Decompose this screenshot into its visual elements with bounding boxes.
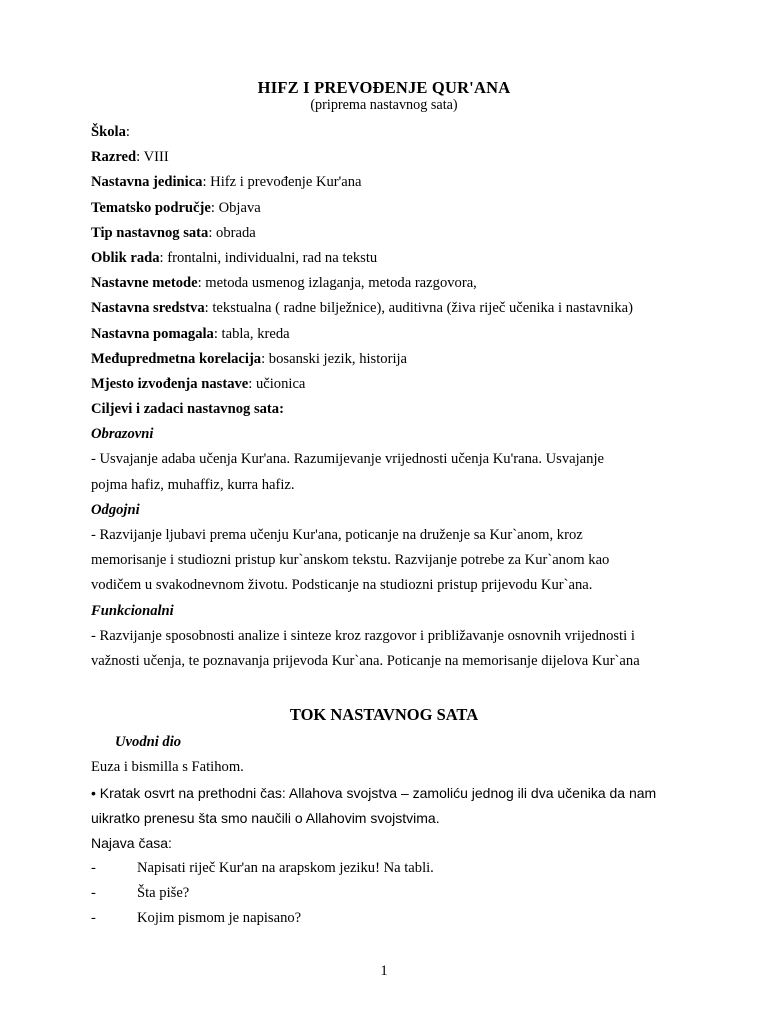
- field-value: : Objava: [210, 199, 261, 216]
- step-item: [91, 856, 691, 881]
- field-value: : tekstualna ( radne bilježnice), auditivna (živa riječ učenika i nastavnika): [204, 300, 633, 317]
- field-value: : tabla, kreda: [213, 325, 290, 342]
- field-label: Nastavna sredstva: [91, 300, 205, 317]
- intro-label: Uvodni dio: [115, 734, 182, 751]
- goal-odgojni-label: Odgojni: [91, 501, 140, 518]
- field-nastavna-sredstva: [91, 296, 691, 321]
- field-nastavna-pomagala: [91, 322, 691, 347]
- goal-obrazovni-label: Obrazovni: [91, 426, 154, 443]
- field-tip-nastavnog-sata: [91, 221, 691, 246]
- flow-bullet-line: • Kratak osvrt na prethodni čas: Allahova svojstva – zamoliću jednog ili dva učenika da nam: [91, 784, 657, 801]
- flow-bullet-line: uikratko prenesu šta smo naučili o Allahovim svojstvima.: [91, 809, 440, 826]
- step-text: Napisati riječ Kur'an na arapskom jeziku! Na tabli.: [137, 860, 434, 877]
- goal-odgojni-line: vodičem u svakodnevnom životu. Podsticanje na studiozni pristup prijevodu Kur`ana.: [91, 577, 593, 594]
- goal-odgojni-line: - Razvijanje ljubavi prema učenju Kur'ana, poticanje na druženje sa Kur`anom, kroz: [91, 527, 583, 543]
- goal-funkcionalni-line: - Razvijanje sposobnosti analize i sinteze kroz razgovor i približavanje osnovnih vrijednosti i: [91, 627, 635, 644]
- field-medupredmetna-korelacija: [91, 347, 691, 372]
- field-value: : bosanski jezik, historija: [261, 350, 408, 367]
- field-tematsko-podrucje: [91, 196, 691, 221]
- field-value: : obrada: [208, 224, 256, 241]
- field-label: Nastavne metode: [91, 275, 198, 292]
- field-label: Škola: [91, 124, 126, 140]
- field-razred: [91, 145, 691, 170]
- field-value: : učionica: [248, 375, 306, 392]
- field-nastavna-jedinica: [91, 170, 691, 195]
- document-body: [91, 120, 691, 932]
- field-skola: [91, 120, 691, 145]
- flow-line: Euza i bismilla s Fatihom.: [91, 759, 244, 776]
- goal-obrazovni-line: - Usvajanje adaba učenja Kur'ana. Razumijevanje vrijednosti učenja Ku'rana. Usvajanje: [91, 451, 604, 468]
- field-oblik-rada: [91, 246, 691, 271]
- dash-mark: -: [91, 885, 96, 902]
- goal-obrazovni-line: pojma hafiz, muhaffiz, kurra hafiz.: [91, 476, 295, 493]
- field-value: :: [125, 124, 130, 140]
- field-label: Međupredmetna korelacija: [91, 350, 262, 367]
- flow-heading: TOK NASTAVNOG SATA: [289, 705, 479, 725]
- step-item: [91, 906, 691, 931]
- goal-funkcionalni-label: Funkcionalni: [91, 602, 174, 619]
- goal-funkcionalni-line: važnosti učenja, te poznavanja prijevoda Kur`ana. Poticanje na memorisanje dijelova Kur`ana: [91, 652, 640, 669]
- page-number: 1: [380, 963, 388, 979]
- field-mjesto-izvodenja: [91, 372, 691, 397]
- najava-label: Najava časa:: [91, 834, 172, 851]
- document-title: HIFZ I PREVOĐENJE QUR'ANA: [257, 78, 511, 97]
- dash-mark: -: [91, 860, 96, 877]
- field-value: : metoda usmenog izlaganja, metoda razgovora,: [197, 275, 477, 292]
- field-label: Nastavna pomagala: [91, 325, 214, 342]
- goals-heading: Ciljevi i zadaci nastavnog sata:: [91, 401, 284, 418]
- field-label: Tip nastavnog sata: [91, 224, 209, 241]
- field-value: : frontalni, individualni, rad na tekstu: [159, 249, 378, 266]
- field-label: Nastavna jedinica: [91, 174, 203, 191]
- field-label: Razred: [91, 149, 137, 166]
- goal-odgojni-line: memorisanje i studiozni pristup kur`anskom tekstu. Razvijanje potrebe za Kur`anom kao: [91, 552, 610, 569]
- field-value: : VIII: [136, 149, 169, 166]
- field-label: Oblik rada: [91, 249, 160, 266]
- section-gap: [91, 674, 691, 700]
- step-item: [91, 881, 691, 906]
- dash-mark: -: [91, 910, 96, 927]
- field-label: Tematsko područje: [91, 199, 211, 216]
- document-subtitle: (priprema nastavnog sata): [310, 97, 458, 113]
- step-text: Kojim pismom je napisano?: [137, 910, 302, 927]
- field-value: : Hifz i prevođenje Kur'ana: [202, 174, 362, 191]
- step-text: Šta piše?: [137, 885, 190, 902]
- field-label: Mjesto izvođenja nastave: [91, 375, 249, 392]
- field-nastavne-metode: [91, 271, 691, 296]
